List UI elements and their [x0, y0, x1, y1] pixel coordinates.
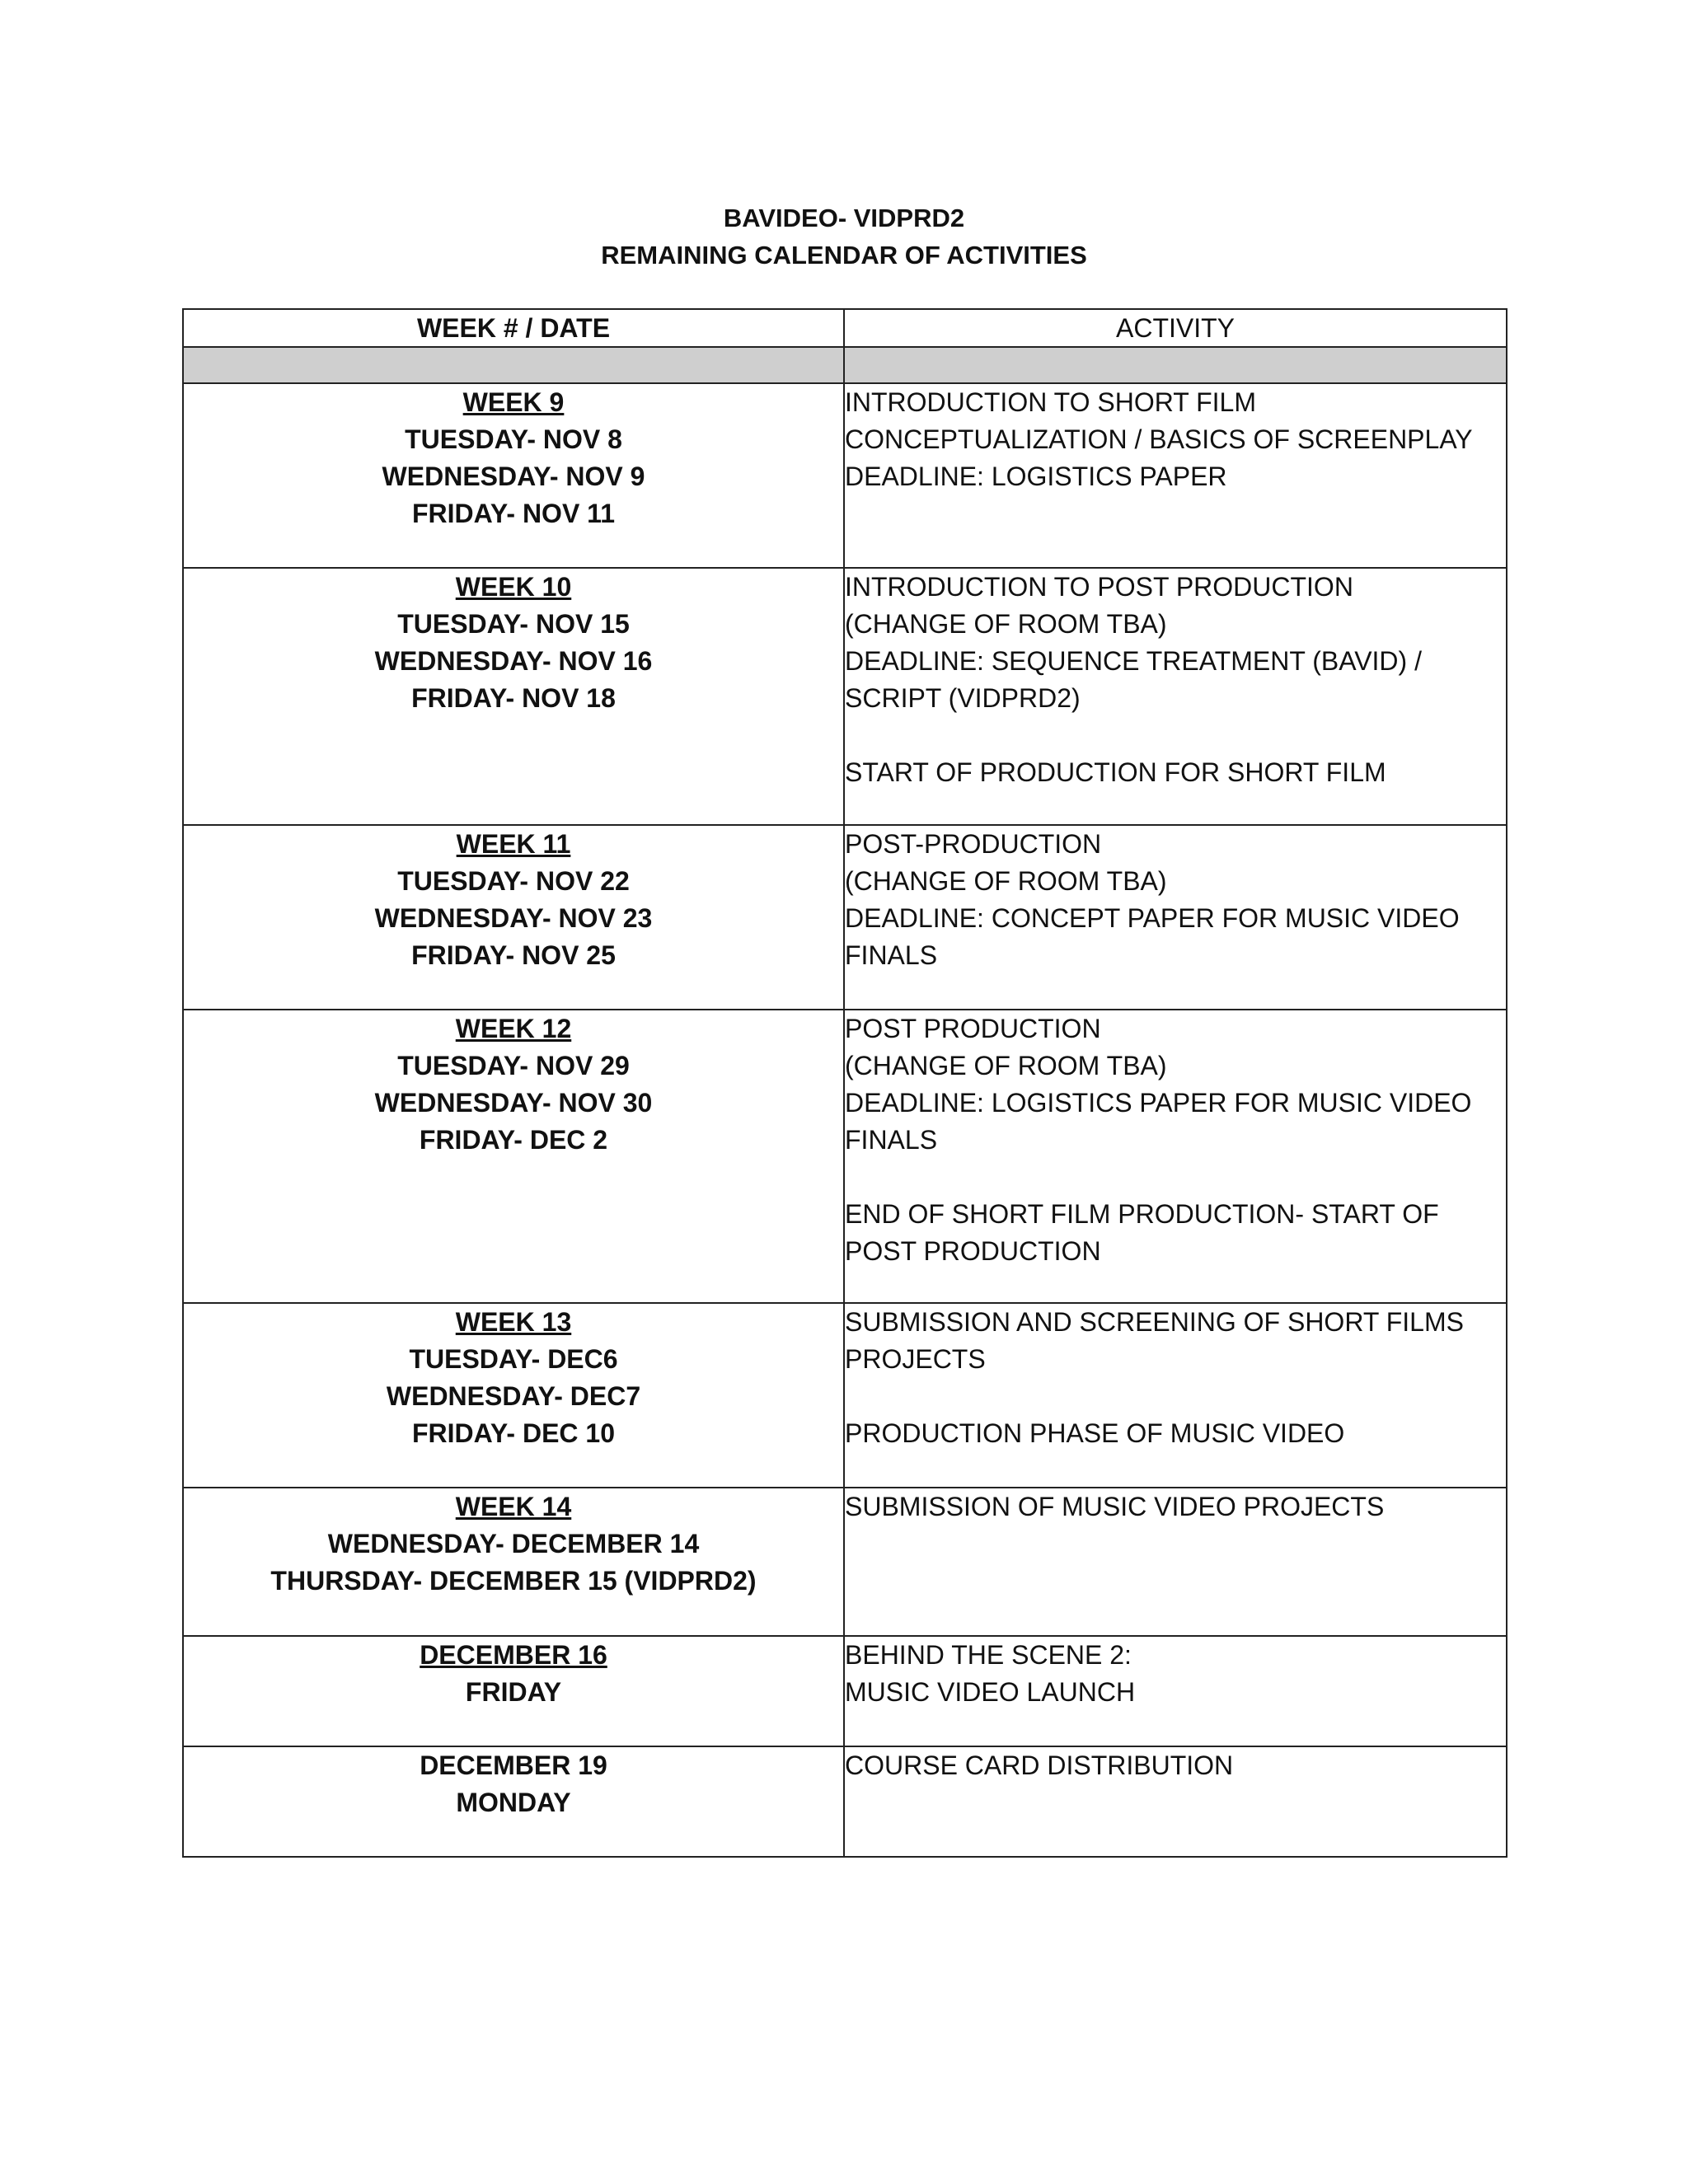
- activity-line: SUBMISSION OF MUSIC VIDEO PROJECTS: [845, 1492, 1385, 1521]
- activity-line: POST-PRODUCTION: [845, 829, 1102, 859]
- date-line: TUESDAY- NOV 15: [397, 609, 630, 639]
- table-body: [183, 347, 1507, 1857]
- table-row: [183, 1488, 1507, 1636]
- activity-gap: [845, 717, 1506, 754]
- table-row: [183, 1010, 1507, 1303]
- activity-cell: [844, 1303, 1507, 1488]
- activity-line: START OF PRODUCTION FOR SHORT FILM: [845, 757, 1386, 787]
- gray-spacer-row: [183, 347, 1507, 383]
- activity-line: DEADLINE: CONCEPT PAPER FOR MUSIC VIDEO: [845, 903, 1460, 933]
- calendar-heading: REMAINING CALENDAR OF ACTIVITIES: [601, 241, 1087, 269]
- activity-gap: [845, 1159, 1506, 1196]
- date-line: WEDNESDAY- NOV 16: [374, 646, 653, 676]
- week-date-cell: [183, 825, 844, 1010]
- date-line: FRIDAY- NOV 18: [411, 683, 616, 713]
- table-row: [183, 568, 1507, 825]
- week-date-cell: [183, 568, 844, 825]
- activity-line: SUBMISSION AND SCREENING OF SHORT FILMS: [845, 1307, 1464, 1337]
- activity-line: DEADLINE: SEQUENCE TREATMENT (BAVID) /: [845, 646, 1422, 676]
- activity-line: PRODUCTION PHASE OF MUSIC VIDEO: [845, 1418, 1345, 1448]
- table-row: [183, 825, 1507, 1010]
- week-label: WEEK 9: [462, 387, 565, 417]
- date-line: WEDNESDAY- NOV 23: [374, 903, 653, 933]
- activities-table: [182, 308, 1507, 1858]
- date-line: TUESDAY- NOV 8: [405, 424, 622, 454]
- week-label: DECEMBER 19: [420, 1750, 607, 1780]
- week-label: WEEK 10: [455, 572, 572, 602]
- activity-line: (CHANGE OF ROOM TBA): [845, 866, 1167, 896]
- date-line: WEDNESDAY- NOV 9: [382, 462, 645, 491]
- activity-line: POST PRODUCTION: [845, 1014, 1101, 1043]
- week-date-cell: [183, 1488, 844, 1636]
- week-date-cell: [183, 1746, 844, 1857]
- activity-line: SCRIPT (VIDPRD2): [845, 683, 1081, 713]
- date-line: FRIDAY- DEC 2: [419, 1125, 608, 1155]
- activity-column-header: ACTIVITY: [844, 309, 1507, 347]
- activity-line: INTRODUCTION TO SHORT FILM: [845, 387, 1256, 417]
- activity-cell: [844, 1010, 1507, 1303]
- activity-line: FINALS: [845, 1125, 938, 1155]
- date-line: TUESDAY- DEC6: [409, 1344, 618, 1374]
- activity-line: MUSIC VIDEO LAUNCH: [845, 1677, 1136, 1707]
- activity-cell: [844, 1488, 1507, 1636]
- activity-cell: [844, 1636, 1507, 1746]
- activity-line: (CHANGE OF ROOM TBA): [845, 1051, 1167, 1080]
- week-date-cell: [183, 1303, 844, 1488]
- activity-line: INTRODUCTION TO POST PRODUCTION: [845, 572, 1353, 602]
- activity-line: CONCEPTUALIZATION / BASICS OF SCREENPLAY: [845, 424, 1473, 454]
- week-label: WEEK 14: [455, 1492, 572, 1521]
- date-line: FRIDAY- NOV 11: [411, 499, 615, 528]
- date-line: WEDNESDAY- NOV 30: [374, 1088, 653, 1118]
- course-code-heading: BAVIDEO- VIDPRD2: [723, 204, 965, 232]
- activity-cell: [844, 383, 1507, 568]
- date-line: FRIDAY- DEC 10: [412, 1418, 615, 1448]
- activity-line: DEADLINE: LOGISTICS PAPER FOR MUSIC VIDEO: [845, 1088, 1472, 1118]
- date-line: WEDNESDAY- DEC7: [386, 1381, 641, 1411]
- activity-line: PROJECTS: [845, 1344, 986, 1374]
- table-row: [183, 1303, 1507, 1488]
- activity-line: FINALS: [845, 940, 938, 970]
- table-header-row: [183, 309, 1507, 347]
- activity-line: BEHIND THE SCENE 2:: [845, 1640, 1132, 1670]
- table-row: [183, 1636, 1507, 1746]
- activity-line: END OF SHORT FILM PRODUCTION- START OF: [845, 1199, 1439, 1229]
- week-date-cell: [183, 383, 844, 568]
- table-row: [183, 383, 1507, 568]
- activity-line: COURSE CARD DISTRIBUTION: [845, 1750, 1234, 1780]
- week-date-cell: [183, 1010, 844, 1303]
- date-line: TUESDAY- NOV 22: [397, 866, 630, 896]
- activity-line: POST PRODUCTION: [845, 1236, 1101, 1266]
- activity-cell: [844, 1746, 1507, 1857]
- date-line: FRIDAY: [465, 1677, 562, 1707]
- document-title: [0, 199, 1688, 274]
- week-date-cell: [183, 1636, 844, 1746]
- spacer-cell: [844, 347, 1507, 383]
- activity-gap: [845, 1378, 1506, 1415]
- activity-cell: [844, 568, 1507, 825]
- activity-line: (CHANGE OF ROOM TBA): [845, 609, 1167, 639]
- week-label: DECEMBER 16: [420, 1640, 607, 1670]
- date-line: FRIDAY- NOV 25: [411, 940, 616, 970]
- date-line: TUESDAY- NOV 29: [397, 1051, 630, 1080]
- date-line: WEDNESDAY- DECEMBER 14: [327, 1529, 700, 1558]
- date-line: MONDAY: [456, 1788, 571, 1817]
- activity-line: DEADLINE: LOGISTICS PAPER: [845, 462, 1227, 491]
- week-label: WEEK 13: [455, 1307, 572, 1337]
- activity-cell: [844, 825, 1507, 1010]
- date-line: THURSDAY- DECEMBER 15 (VIDPRD2): [270, 1566, 757, 1596]
- week-date-column-header: WEEK # / DATE: [183, 309, 844, 347]
- spacer-cell: [183, 347, 844, 383]
- table-row: [183, 1746, 1507, 1857]
- week-label: WEEK 12: [455, 1014, 572, 1043]
- week-label: WEEK 11: [456, 829, 571, 859]
